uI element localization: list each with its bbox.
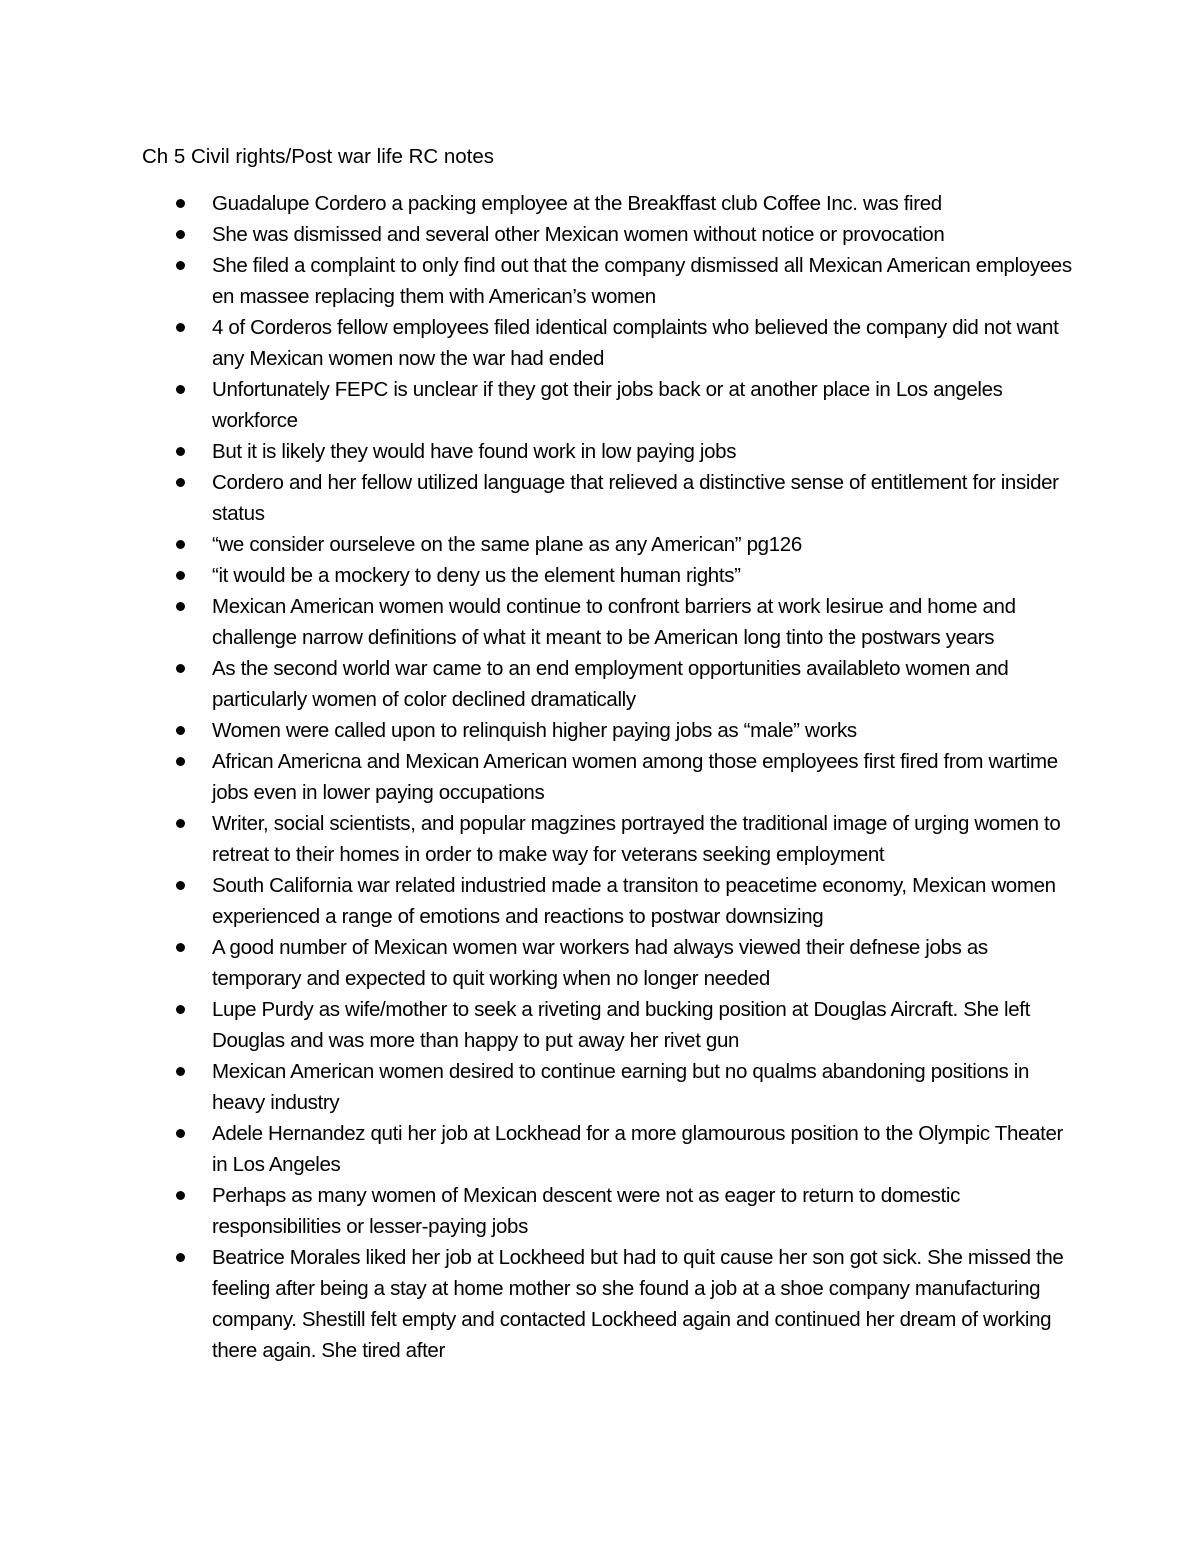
bullet-text: Cordero and her fellow utilized language that relieved a distinctive sense of entitlement for insider status xyxy=(212,471,1059,525)
list-item xyxy=(0,529,1200,560)
bullet-text: She filed a complaint to only find out that the company dismissed all Mexican American employees en massee replacing them with American’s women xyxy=(212,254,1072,308)
bullet-text: 4 of Corderos fellow employees filed identical complaints who believed the company did not want any Mexican women now the war had ended xyxy=(212,316,1059,370)
bullet-text: But it is likely they would have found work in low paying jobs xyxy=(212,440,737,463)
list-item xyxy=(0,870,1200,932)
bullet-text: “we consider ourseleve on the same plane as any American” pg126 xyxy=(212,533,802,556)
bullet-dot-icon xyxy=(176,199,185,208)
bullet-dot-icon xyxy=(176,323,185,332)
list-item xyxy=(0,374,1200,436)
list-item xyxy=(0,467,1200,529)
bullet-text: As the second world war came to an end employment opportunities availableto women and particularly women of color declined dramatically xyxy=(212,657,1009,711)
bullet-text: Guadalupe Cordero a packing employee at the Breakffast club Coffee Inc. was fired xyxy=(212,192,942,215)
bullet-text: Beatrice Morales liked her job at Lockheed but had to quit cause her son got sick. She missed the feeling after being a stay at home mother so she found a job at a shoe company manufacturing company. Shestill felt empty and contacted Lockheed again and continued her dream of working there again. She tired after xyxy=(212,1246,1064,1362)
list-item xyxy=(0,746,1200,808)
bullet-text: Lupe Purdy as wife/mother to seek a riveting and bucking position at Douglas Aircraft. She left Douglas and was more than happy to put away her rivet gun xyxy=(212,998,1030,1052)
bullet-dot-icon xyxy=(176,819,185,828)
list-item xyxy=(0,808,1200,870)
bullet-dot-icon xyxy=(176,571,185,580)
bullet-text: Adele Hernandez quti her job at Lockhead for a more glamourous position to the Olympic Theater in Los Angeles xyxy=(212,1122,1064,1176)
bullet-dot-icon xyxy=(176,1129,185,1138)
document-title: Ch 5 Civil rights/Post war life RC notes xyxy=(142,145,495,168)
list-item xyxy=(0,436,1200,467)
bullet-dot-icon xyxy=(176,230,185,239)
list-item xyxy=(0,932,1200,994)
bullet-dot-icon xyxy=(176,943,185,952)
bullet-text: Perhaps as many women of Mexican descent were not as eager to return to domestic responsibilities or lesser-paying jobs xyxy=(212,1184,960,1238)
bullet-dot-icon xyxy=(176,478,185,487)
bullet-dot-icon xyxy=(176,602,185,611)
bullet-dot-icon xyxy=(176,757,185,766)
bullet-dot-icon xyxy=(176,385,185,394)
bullet-text: “it would be a mockery to deny us the element human rights” xyxy=(212,564,741,587)
bullet-dot-icon xyxy=(176,664,185,673)
list-item xyxy=(0,715,1200,746)
bullet-text: South California war related industried made a transiton to peacetime economy, Mexican women experienced a range of emotions and reactions to postwar downsizing xyxy=(212,874,1056,928)
list-item xyxy=(0,219,1200,250)
bullet-dot-icon xyxy=(176,1253,185,1262)
bullet-dot-icon xyxy=(176,447,185,456)
list-item xyxy=(0,591,1200,653)
list-item xyxy=(0,994,1200,1056)
list-item xyxy=(0,1118,1200,1180)
list-item xyxy=(0,1056,1200,1118)
bullet-dot-icon xyxy=(176,1005,185,1014)
bullet-text: Women were called upon to relinquish higher paying jobs as “male” works xyxy=(212,719,857,742)
bullet-text: Writer, social scientists, and popular magzines portrayed the traditional image of urging women to retreat to their homes in order to make way for veterans seeking employment xyxy=(212,812,1061,866)
bullet-text: Unfortunately FEPC is unclear if they got their jobs back or at another place in Los angeles workforce xyxy=(212,378,1003,432)
bullet-dot-icon xyxy=(176,540,185,549)
list-item xyxy=(0,560,1200,591)
bullet-dot-icon xyxy=(176,881,185,890)
bullet-text: A good number of Mexican women war workers had always viewed their defnese jobs as temporary and expected to quit working when no longer needed xyxy=(212,936,988,990)
list-item xyxy=(0,312,1200,374)
bullet-text: Mexican American women would continue to confront barriers at work lesirue and home and challenge narrow definitions of what it meant to be American long tinto the postwars years xyxy=(212,595,1016,649)
bullet-text: She was dismissed and several other Mexican women without notice or provocation xyxy=(212,223,945,246)
list-item xyxy=(0,188,1200,219)
bullet-dot-icon xyxy=(176,726,185,735)
bullet-dot-icon xyxy=(176,1191,185,1200)
bullet-text: African Americna and Mexican American women among those employees first fired from wartime jobs even in lower paying occupations xyxy=(212,750,1058,804)
notes-bullet-list xyxy=(0,188,1200,1366)
bullet-dot-icon xyxy=(176,261,185,270)
list-item xyxy=(0,1180,1200,1242)
bullet-text: Mexican American women desired to continue earning but no qualms abandoning positions in heavy industry xyxy=(212,1060,1030,1114)
list-item xyxy=(0,1242,1200,1366)
list-item xyxy=(0,653,1200,715)
bullet-dot-icon xyxy=(176,1067,185,1076)
list-item xyxy=(0,250,1200,312)
